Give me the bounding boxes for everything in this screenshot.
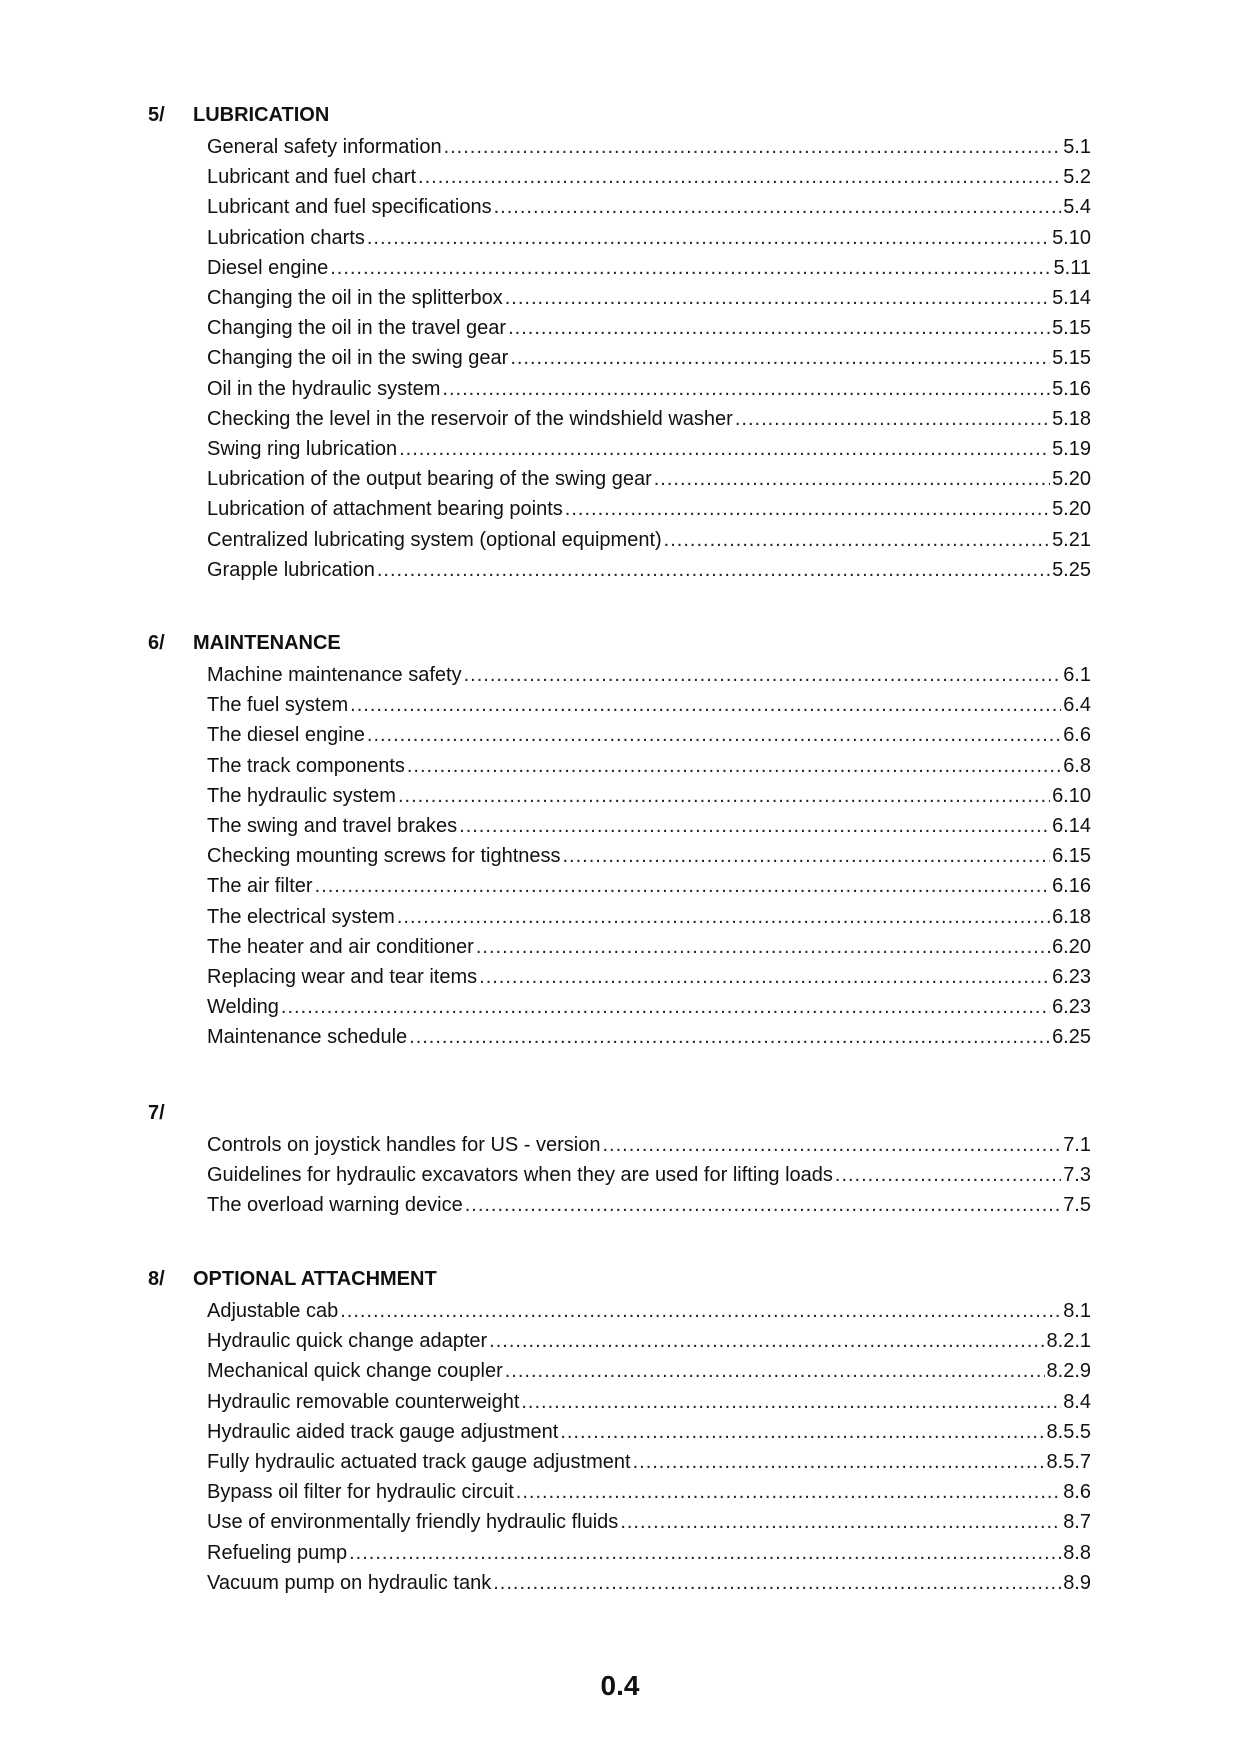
dot-leader [349,1538,1061,1568]
entry-page-number: 5.19 [1052,438,1091,460]
dot-leader [399,434,1050,464]
toc-entry [207,374,1091,404]
entry-label: Hydraulic quick change adapter [207,1330,488,1353]
entry-page-number: 5.18 [1052,407,1091,430]
entry-page-number: 5.15 [1052,347,1091,370]
dot-leader [398,781,1050,811]
entry-label: Changing the oil in the splitterbox [207,287,503,309]
entry-page-number: 6.14 [1052,815,1091,837]
dot-leader [281,992,1050,1022]
dot-leader [377,555,1050,585]
entry-label: Vacuum pump on hydraulic tank [207,1571,492,1594]
dot-leader [735,404,1050,434]
entry-page-number: 8.9 [1063,1571,1091,1594]
toc-entry [207,404,1091,434]
entry-label: The swing and travel brakes [207,815,458,837]
entry-label: Changing the oil in the swing gear [207,347,509,370]
entry-page-number: 8.5.5 [1046,1420,1091,1443]
entry-page-number: 6.20 [1052,935,1091,958]
toc-entry [207,1447,1091,1477]
dot-leader [664,525,1050,555]
dot-leader [835,1160,1061,1190]
entry-label: Changing the oil in the travel gear [207,317,507,340]
entry-page-number: 5.11 [1053,256,1091,279]
dot-leader [340,1296,1061,1326]
entry-label: Checking the level in the reservoir of the windshield washer [207,407,733,430]
entry-label: Lubrication of the output bearing of the swing gear [207,468,652,491]
entry-label: Maintenance schedule [207,1026,408,1049]
section-number: 5/ [148,104,165,126]
entry-label: Lubrication charts [207,226,365,249]
toc-entry [207,902,1091,932]
dot-leader [464,660,1062,690]
toc-entry [207,962,1091,992]
dot-leader [418,162,1061,192]
section-number: 8/ [148,1268,165,1290]
dot-leader [350,690,1061,720]
entry-page-number: 7.3 [1063,1164,1091,1187]
toc-entry [207,253,1091,283]
entry-page-number: 5.21 [1052,528,1091,551]
entry-page-number: 6.16 [1052,875,1091,898]
dot-leader [315,871,1050,901]
entry-page-number: 6.6 [1063,724,1091,747]
section-number: 6/ [148,632,165,654]
dot-leader [560,1417,1044,1447]
entry-label: Lubrication of attachment bearing points [207,498,563,521]
dot-leader [407,751,1061,781]
entry-label: The electrical system [207,905,395,928]
toc-entry [207,1326,1091,1356]
dot-leader [494,192,1062,222]
toc-entry [207,1477,1091,1507]
toc-entry [207,1568,1091,1598]
entry-page-number: 5.20 [1052,468,1091,491]
toc-entry [207,313,1091,343]
toc-entry [207,434,1091,464]
section-heading [148,1098,193,1128]
section-title: MAINTENANCE [193,632,341,654]
dot-leader [563,841,1051,871]
entry-label: Bypass oil filter for hydraulic circuit [207,1481,514,1504]
dot-leader [367,223,1050,253]
toc-entry [207,1417,1091,1447]
entry-label: Machine maintenance safety [207,664,462,686]
toc-entry [207,192,1091,222]
entry-label: The hydraulic system [207,784,396,807]
entry-label: Refueling pump [207,1541,348,1564]
toc-entry [207,1356,1091,1386]
entry-label: General safety information [207,136,442,158]
entry-label: Guidelines for hydraulic excavators when they are used for lifting loads [207,1164,833,1187]
dot-leader [654,464,1050,494]
entry-label: Mechanical quick change coupler [207,1360,503,1383]
toc-entry [207,132,1091,162]
entry-label: Use of environmentally friendly hydraulic fluids [207,1511,619,1534]
toc-entry [207,162,1091,192]
toc-entry [207,811,1091,841]
toc-entry [207,781,1091,811]
toc-entry [207,751,1091,781]
entry-page-number: 5.16 [1052,377,1091,400]
dot-leader [367,720,1061,750]
toc-entry [207,464,1091,494]
dot-leader [493,1568,1061,1598]
toc-entry [207,871,1091,901]
entry-page-number: 6.15 [1052,845,1091,868]
dot-leader [508,313,1050,343]
entry-label: Centralized lubricating system (optional equipment) [207,528,662,551]
entry-page-number: 6.18 [1052,905,1091,928]
toc-entry [207,1160,1091,1190]
dot-leader [330,253,1051,283]
dot-leader [521,1387,1061,1417]
entry-label: Lubricant and fuel specifications [207,196,492,219]
toc-entry [207,720,1091,750]
dot-leader [397,902,1050,932]
entry-page-number: 5.4 [1063,196,1091,219]
dot-leader [620,1507,1061,1537]
entry-page-number: 6.8 [1063,754,1091,777]
entry-page-number: 6.4 [1063,694,1091,717]
entry-page-number: 8.6 [1063,1481,1091,1504]
toc-entry [207,1507,1091,1537]
toc-entry [207,343,1091,373]
toc-entry [207,525,1091,555]
dot-leader [465,1190,1061,1220]
entry-label: Hydraulic aided track gauge adjustment [207,1420,559,1443]
dot-leader [479,962,1050,992]
toc-entry [207,494,1091,524]
entry-page-number: 6.25 [1052,1026,1091,1049]
toc-entry [207,283,1091,313]
entry-page-number: 7.1 [1063,1134,1091,1156]
entry-page-number: 8.2.9 [1046,1360,1091,1383]
entry-label: Adjustable cab [207,1300,339,1322]
toc-entry [207,660,1091,690]
entry-label: The fuel system [207,694,349,717]
entry-label: Oil in the hydraulic system [207,377,441,400]
entry-label: The diesel engine [207,724,365,747]
dot-leader [505,1356,1045,1386]
entry-page-number: 6.23 [1052,966,1091,988]
dot-leader [459,811,1050,841]
dot-leader [565,494,1050,524]
toc-entry [207,1387,1091,1417]
entry-label: Controls on joystick handles for US - version [207,1134,601,1156]
dot-leader [633,1447,1045,1477]
entry-page-number: 7.5 [1063,1194,1091,1217]
dot-leader [505,283,1050,313]
dot-leader [442,374,1050,404]
entry-page-number: 5.14 [1052,287,1091,309]
dot-leader [489,1326,1044,1356]
entry-label: Checking mounting screws for tightness [207,845,561,868]
entry-label: Hydraulic removable counterweight [207,1390,520,1413]
toc-entry [207,555,1091,585]
dot-leader [603,1130,1062,1160]
section-title: OPTIONAL ATTACHMENT [193,1268,437,1290]
toc-entry [207,1190,1091,1220]
section-number: 7/ [148,1102,165,1124]
entry-page-number: 8.5.7 [1046,1451,1091,1473]
entry-label: The heater and air conditioner [207,935,474,958]
entry-page-number: 8.1 [1063,1300,1091,1322]
entry-label: The track components [207,754,405,777]
entry-page-number: 5.2 [1063,166,1091,189]
entry-page-number: 8.7 [1063,1511,1091,1534]
entry-page-number: 8.2.1 [1046,1330,1091,1353]
entry-page-number: 5.10 [1052,226,1091,249]
entry-page-number: 6.23 [1052,996,1091,1019]
entry-label: Swing ring lubrication [207,438,398,460]
entry-page-number: 6.10 [1052,784,1091,807]
entry-page-number: 6.1 [1063,664,1091,686]
entry-page-number: 8.4 [1063,1390,1091,1413]
entry-label: Welding [207,996,279,1019]
page-number: 0.4 [600,1670,640,1701]
section-title: LUBRICATION [193,104,330,126]
entry-label: The air filter [207,875,313,898]
toc-entry [207,1130,1091,1160]
entry-label: Replacing wear and tear items [207,966,478,988]
toc-entry [207,223,1091,253]
toc-entry [207,932,1091,962]
entry-label: Fully hydraulic actuated track gauge adjustment [207,1451,631,1473]
toc-entry [207,1538,1091,1568]
entry-page-number: 8.8 [1063,1541,1091,1564]
dot-leader [476,932,1050,962]
toc-entry [207,1296,1091,1326]
entry-page-number: 5.15 [1052,317,1091,340]
section-heading [148,1264,437,1294]
entry-label: The overload warning device [207,1194,463,1217]
section-heading [148,100,329,130]
entry-label: Grapple lubrication [207,558,375,581]
entry-page-number: 5.25 [1052,558,1091,581]
dot-leader [444,132,1062,162]
dot-leader [510,343,1050,373]
entry-page-number: 5.1 [1063,136,1091,158]
toc-entry [207,992,1091,1022]
entry-label: Diesel engine [207,256,329,279]
entry-label: Lubricant and fuel chart [207,166,417,189]
toc-entry [207,841,1091,871]
section-heading [148,628,341,658]
dot-leader [409,1022,1050,1052]
entry-page-number: 5.20 [1052,498,1091,521]
toc-entry [207,690,1091,720]
toc-entry [207,1022,1091,1052]
dot-leader [516,1477,1061,1507]
